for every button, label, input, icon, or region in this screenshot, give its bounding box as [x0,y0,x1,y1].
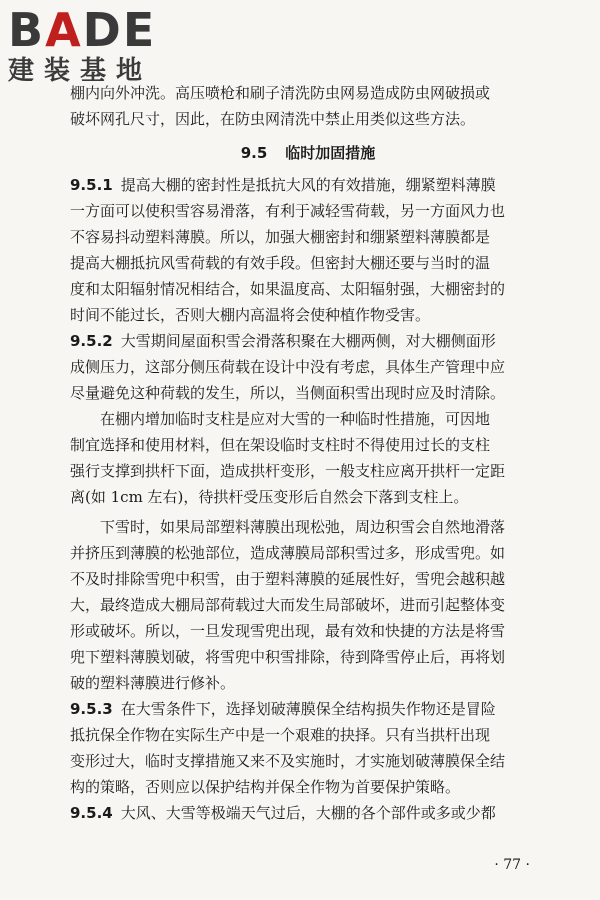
section-title: 临时加固措施 [285,144,376,162]
logo-wordmark [8,3,180,57]
document-page [70,80,546,826]
section-heading [70,140,546,166]
text-line: 尽量避免这种荷载的发生，所以，当侧面积雪出现时应及时清除。 [70,384,506,402]
intro-paragraph [70,80,546,132]
text-line: 形或破坏。所以，一旦发现雪兜出现，最有效和快捷的方法是将雪 [70,622,506,640]
text-line: 大，最终造成大棚局部荷载过大而发生局部破坏，进而引起整体变 [70,596,506,614]
text-line: 在大雪条件下，选择划破薄膜保全结构损失作物还是冒险 [120,700,496,718]
text-line: 下雪时，如果局部塑料薄膜出现松弛，周边积雪会自然地滑落 [100,518,506,536]
clause-9-5-2 [70,328,546,696]
text-line: 强行支撑到拱杆下面，造成拱杆变形，一般支柱应离开拱杆一定距 [70,462,506,480]
text-line: 度和太阳辐射情况相结合，如果温度高、太阳辐射强，大棚密封的 [70,280,506,298]
clause-9-5-3 [70,696,546,800]
clause-9-5-1 [70,172,546,328]
logo-chinese: 建装基地 [8,56,153,86]
page-number: · 77 · [494,857,530,873]
text-line: 兜下塑料薄膜划破，将雪兜中积雪排除，待到降雪停止后，再将划 [70,648,506,666]
text-line: 一方面可以使积雪容易滑落，有利于减轻雪荷载，另一方面风力也 [70,202,506,220]
section-number: 9.5 [240,144,268,162]
text-line: 不容易抖动塑料薄膜。所以，加强大棚密封和绷紧塑料薄膜都是 [70,228,491,246]
text-line: 提高大棚的密封性是抵抗大风的有效措施，绷紧塑料薄膜 [120,176,496,194]
text-line: 并挤压到薄膜的松弛部位，造成薄膜局部积雪过多，形成雪兜。如 [70,544,506,562]
text-line: 大雪期间屋面积雪会滑落积聚在大棚两侧，对大棚侧面形 [120,332,496,350]
clause-9-5-4 [70,800,546,826]
text-line: 构的策略，否则应以保护结构并保全作物为首要保护策略。 [70,778,461,796]
text-line: 制宜选择和使用材料，但在架设临时支柱时不得使用过长的支柱 [70,436,491,454]
logo-word-prefix: B [8,3,46,57]
text-line: 变形过大，临时支撑措施又来不及实施时，才实施划破薄膜保全结 [70,752,506,770]
clause-number: 9.5.4 [70,804,113,822]
clause-number: 9.5.1 [70,176,113,194]
text-line: 离(如 1cm 左右)，待拱杆受压变形后自然会下落到支柱上。 [70,488,469,506]
text-line: 提高大棚抵抗风雪荷载的有效手段。但密封大棚还要与当时的温 [70,254,491,272]
text-line: 大风、大雪等极端天气过后，大棚的各个部件或多或少都 [120,804,496,822]
text-line: 成侧压力，这部分侧压荷载在设计中没有考虑，具体生产管理中应 [70,358,506,376]
text-line: 破的塑料薄膜进行修补。 [70,674,236,692]
logo-word-suffix: DE [82,3,157,57]
logo-word-accent: A [45,3,83,57]
text-line: 时间不能过长，否则大棚内高温将会使种植作物受害。 [70,306,431,324]
clause-number: 9.5.2 [70,332,113,350]
text-line: 抵抗保全作物在实际生产中是一个艰难的抉择。只有当拱杆出现 [70,726,491,744]
text-line: 不及时排除雪兜中积雪，由于塑料薄膜的延展性好，雪兜会越积越 [70,570,506,588]
clause-number: 9.5.3 [70,700,113,718]
text-line: 破坏网孔尺寸，因此，在防虫网清洗中禁止用类似这些方法。 [70,110,476,128]
bade-logo [8,3,180,86]
text-line: 在棚内增加临时支柱是应对大雪的一种临时性措施，可因地 [100,410,491,428]
text-line: 棚内向外冲洗。高压喷枪和刷子清洗防虫网易造成防虫网破损或 [70,84,491,102]
